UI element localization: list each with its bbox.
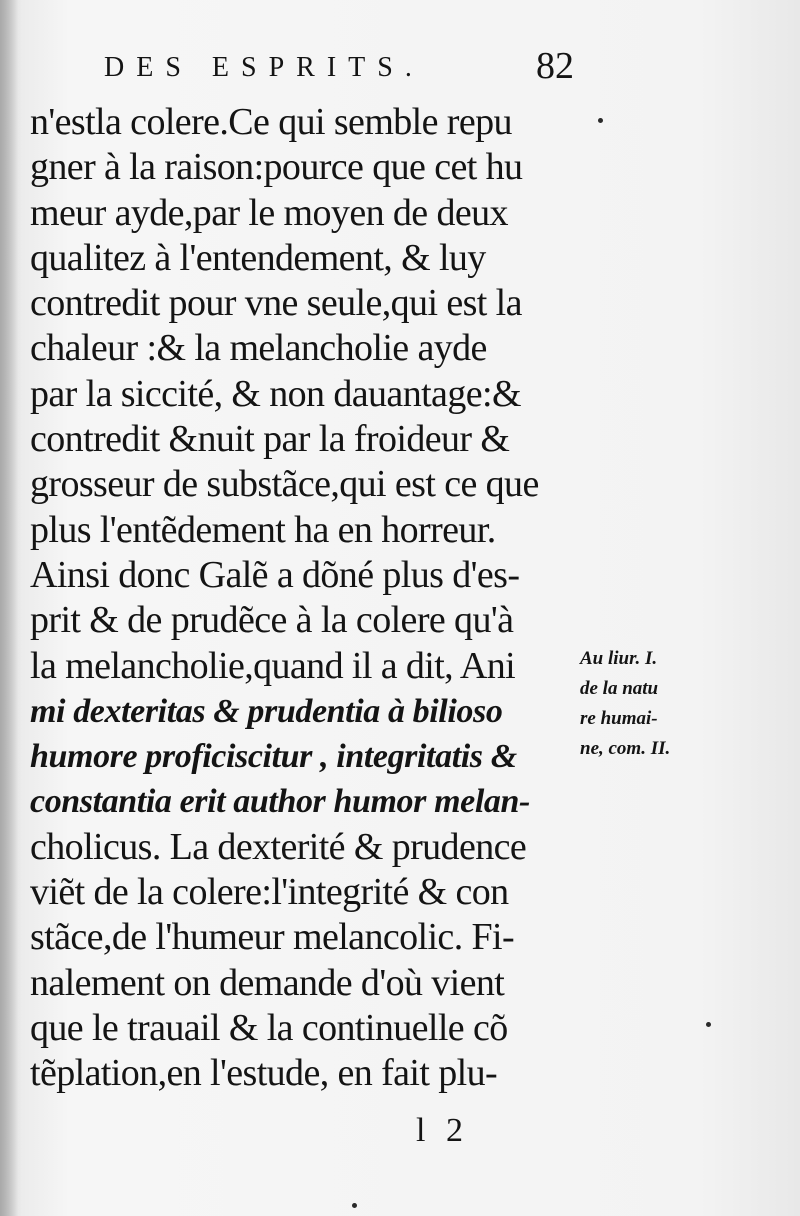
page-header <box>104 44 574 94</box>
text-line: tẽplation,en l'estude, en fait plu- <box>30 1052 498 1095</box>
text-line: viẽt de la colere:l'integrité & con <box>30 871 509 914</box>
marginal-note <box>580 644 730 764</box>
page-number: 82 <box>536 45 574 87</box>
text-line: grosseur de substãce,qui est ce que <box>30 463 539 506</box>
text-line: gner à la raison:pource que cet hu <box>30 146 523 189</box>
text-line: contredit &nuit par la froideur & <box>30 418 510 461</box>
running-head: DES ESPRITS. <box>104 52 424 83</box>
text-line: par la siccité, & non dauantage:& <box>30 372 521 415</box>
signature-mark: l 2 <box>416 1112 469 1149</box>
text-line: prit & de prudẽce à la colere qu'à <box>30 599 514 642</box>
quotation-line: humore proficiscitur , integritatis & <box>30 738 517 776</box>
quotation-line: constantia erit author humor melan- <box>30 783 530 821</box>
text-line: la melancholie,quand il a dit, Ani <box>30 644 516 687</box>
text-line: meur ayde,par le moyen de deux <box>30 191 508 234</box>
text-line: chaleur :& la melancholie ayde <box>30 327 487 370</box>
ink-speck <box>598 118 603 123</box>
marginal-note-line: re humai- <box>580 708 658 729</box>
show-through-ink <box>40 1112 150 1136</box>
text-line: plus l'entẽdement ha en horreur. <box>30 508 496 551</box>
ink-speck <box>706 1022 711 1027</box>
marginal-note-line: de la natu <box>580 678 659 699</box>
text-line: qualitez à l'entendement, & luy <box>30 236 486 279</box>
gutter-shadow <box>0 0 18 1216</box>
marginal-note-line: Au liur. I. <box>580 648 658 669</box>
quotation-line: mi dexteritas & prudentia à bilioso <box>30 692 503 730</box>
text-line: contredit pour vne seule,qui est la <box>30 282 522 325</box>
text-line: que le trauail & la continuelle cõ <box>30 1006 508 1049</box>
body-text <box>30 100 578 1097</box>
text-line: n'estla colere.Ce qui semble repu <box>30 101 512 143</box>
ink-speck <box>352 1203 357 1208</box>
text-line: stãce,de l'humeur melancolic. Fi- <box>30 916 515 959</box>
text-line: cholicus. La dexterité & prudence <box>30 825 527 868</box>
text-line: nalement on demande d'où vient <box>30 961 505 1004</box>
marginal-note-line: ne, com. II. <box>580 738 671 759</box>
text-line: Ainsi donc Galẽ a dõné plus d'es- <box>30 553 520 596</box>
